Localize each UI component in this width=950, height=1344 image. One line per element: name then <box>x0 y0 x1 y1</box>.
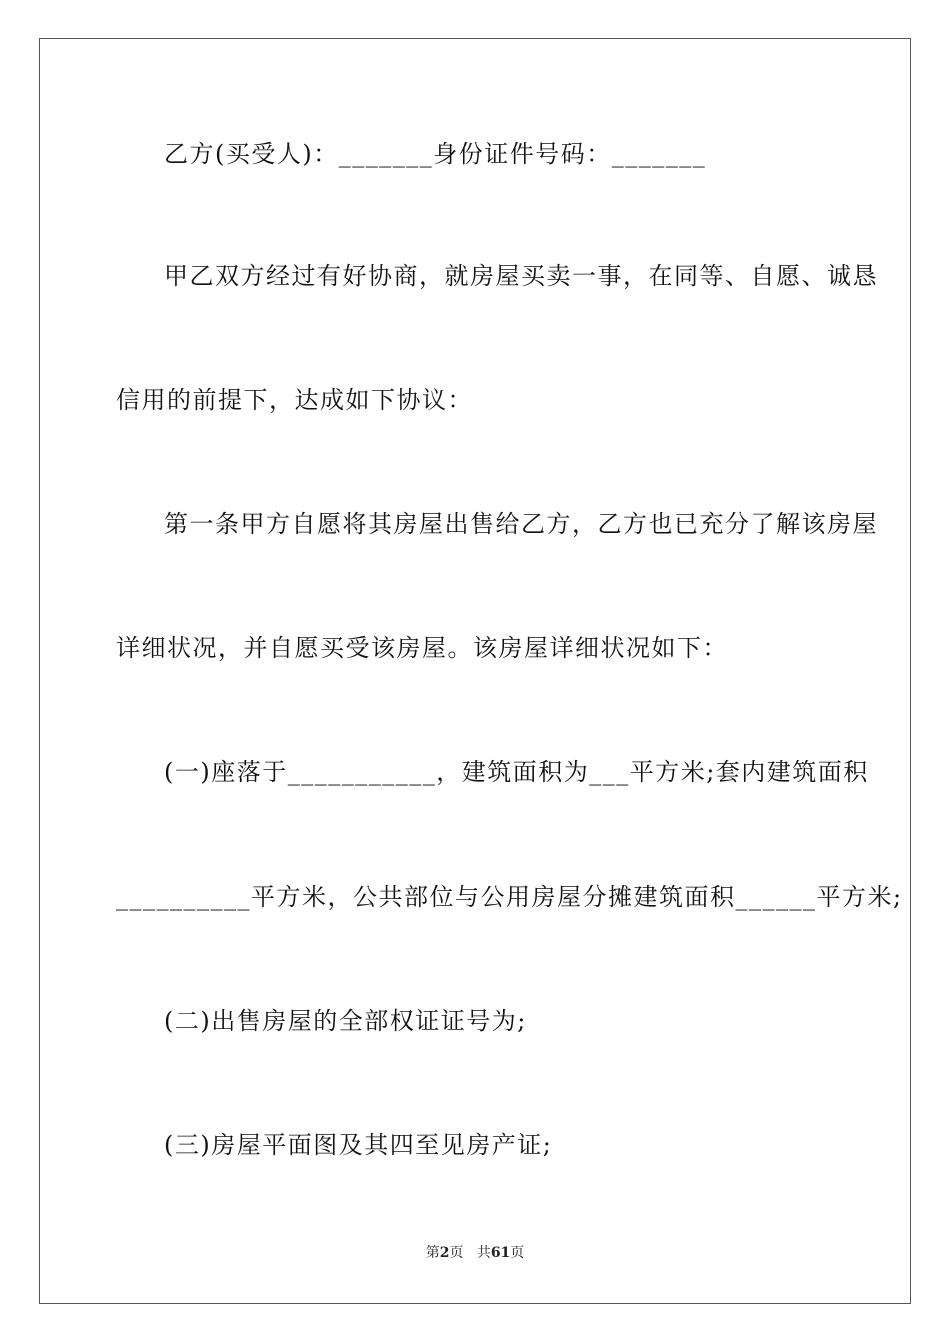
text-line-item1-2: __________平方米，公共部位与公用房屋分摊建筑面积______平方米; <box>116 883 903 911</box>
page-footer <box>0 1242 950 1262</box>
text-line-buyer: 乙方(买受人)：_______身份证件号码：_______ <box>164 140 707 168</box>
footer-page-number: 2 <box>439 1245 450 1261</box>
footer-page-prefix: 第 <box>425 1245 440 1261</box>
text-line-item3: (三)房屋平面图及其四至见房产证; <box>164 1131 553 1159</box>
footer-page-suffix: 页 <box>449 1245 464 1261</box>
text-line-article1-2: 详细状况，并自愿买受该房屋。该房屋详细状况如下： <box>116 634 728 662</box>
text-line-preamble-2: 信用的前提下，达成如下协议： <box>116 386 473 414</box>
text-line-item2: (二)出售房屋的全部权证证号为; <box>164 1007 527 1035</box>
footer-total-pages: 61 <box>490 1245 511 1261</box>
footer-total-prefix: 共 <box>476 1245 491 1261</box>
footer-total-suffix: 页 <box>510 1245 525 1261</box>
text-line-article1-1: 第一条甲方自愿将其房屋出售给乙方，乙方也已充分了解该房屋 <box>164 510 878 538</box>
text-line-preamble-1: 甲乙双方经过有好协商，就房屋买卖一事，在同等、自愿、诚恳 <box>164 262 878 290</box>
page-frame <box>39 38 911 1304</box>
text-line-item1-1: (一)座落于___________，建筑面积为___平方米;套内建筑面积 <box>164 758 869 786</box>
